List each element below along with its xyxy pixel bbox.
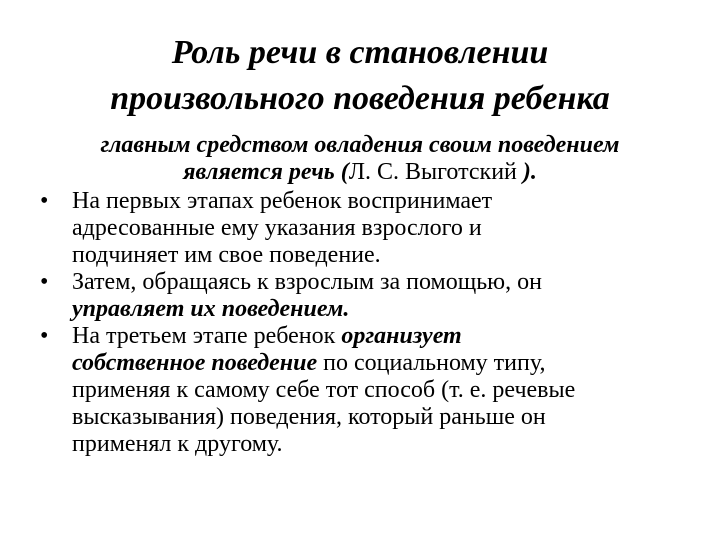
bullet-3-line-2 — [72, 350, 700, 377]
intro-statement — [40, 132, 680, 186]
bullet-1-line-1: На первых этапах ребенок воспринимает — [72, 188, 493, 214]
bullet-1-line-2: адресованные ему указания взрослого и — [72, 215, 482, 241]
bullet-3-line-5: применял к другому. — [72, 431, 283, 457]
bullet-2-line-1: Затем, обращаясь к взрослым за помощью, он — [72, 269, 542, 295]
bullet-marker: • — [40, 323, 49, 349]
title-line-2: произвольного поведения ребенка — [110, 80, 610, 117]
intro-line-2 — [40, 159, 680, 186]
intro-author: Л. С. Выготский — [348, 159, 523, 185]
bullet-2-period: . — [343, 296, 350, 322]
title-line-1: Роль речи в становлении — [171, 34, 549, 71]
bullet-3-emphasis-1: организует — [341, 323, 462, 349]
bullet-3-plain-2: по социальному типу, — [317, 350, 546, 376]
intro-closing: ). — [522, 159, 537, 185]
bullet-marker: • — [40, 188, 49, 214]
bullet-3-line-4: высказывания) поведения, который раньше он — [72, 404, 546, 430]
intro-bold-text: является речь ( — [183, 159, 349, 185]
intro-line-1: главным средством овладения своим поведением — [100, 132, 620, 158]
slide-title — [0, 30, 720, 122]
bullet-2-emphasis: управляет их поведением — [72, 296, 344, 322]
bullet-3-plain-1: На третьем этапе ребенок — [72, 323, 342, 349]
bullet-item-1 — [40, 188, 700, 269]
bullet-1-line-3: подчиняет им свое поведение. — [72, 242, 381, 268]
bullet-item-3 — [40, 323, 700, 458]
bullet-3-emphasis-2: собственное поведение — [72, 350, 318, 376]
bullet-item-2 — [40, 269, 700, 323]
bullet-2-line-2 — [72, 296, 700, 323]
bullet-3-line-1 — [72, 323, 700, 350]
bullet-3-line-3: применяя к самому себе тот способ (т. е. речевые — [72, 377, 576, 403]
bullet-marker: • — [40, 269, 49, 295]
bullet-list — [40, 188, 700, 458]
